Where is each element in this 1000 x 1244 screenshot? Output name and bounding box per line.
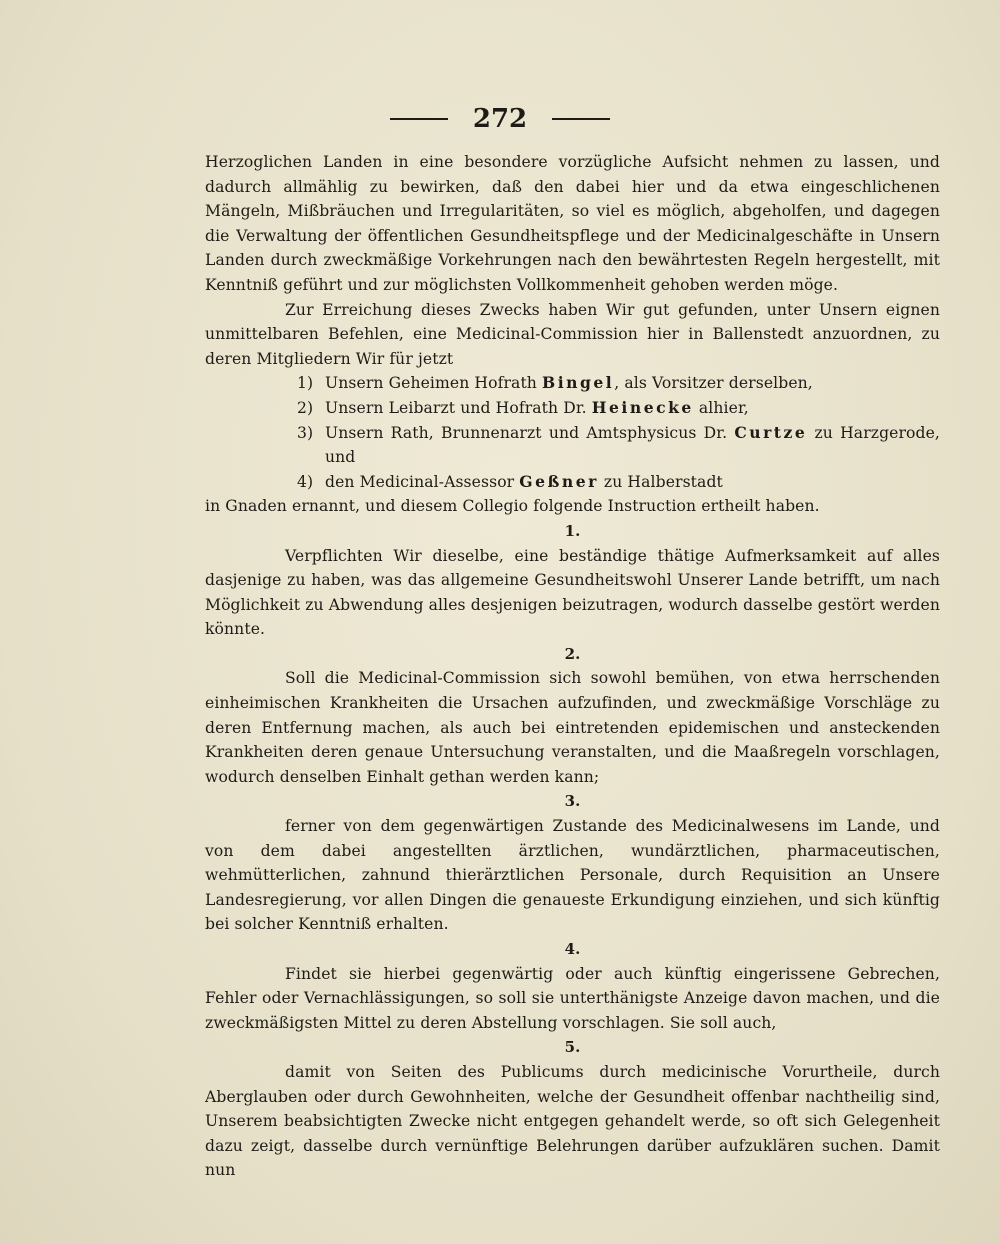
member-item: [205, 470, 940, 495]
member-number: 3): [297, 423, 314, 442]
header-rule-right: [552, 118, 610, 120]
page-header: [0, 104, 1000, 134]
member-role: , als Vorsitzer derselben,: [614, 374, 813, 393]
member-item: [205, 421, 940, 470]
section-text: damit von Seiten des Publicums durch medicinische Vorurtheile, durch Aberglauben oder durch Gewohnheiten, welche der Gesundheit offenbar nachtheilig sind, Unserem beabsichtigten Zwecke nicht entgegen gehandelt werde, so oft sich Gelegenheit dazu zeigt, dasselbe durch vernünftige Belehrungen darüber aufzuklären suchen. Damit nun: [205, 1062, 940, 1180]
section-number: 2.: [564, 644, 581, 663]
member-name: Geßner: [519, 471, 599, 491]
member-number: 2): [297, 398, 314, 417]
member-title: Unsern Leibarzt und Hofrath Dr.: [325, 398, 592, 417]
section-number: 3.: [564, 792, 581, 811]
member-number: 4): [297, 472, 314, 491]
purpose-paragraph: Zur Erreichung dieses Zwecks haben Wir gut gefunden, unter Unsern eignen unmittelbaren Befehlen, eine Medicinal-Commission hier in Ballenstedt anzuordnen, zu deren Mitgliedern Wir für jetzt: [205, 300, 940, 368]
member-role: alhier,: [693, 398, 749, 417]
body-text: [205, 150, 940, 1183]
member-name: Bingel: [542, 373, 615, 393]
section-text: Verpflichten Wir dieselbe, eine beständige thätige Aufmerksamkeit auf alles dasjenige zu haben, was das allgemeine Gesundheitswohl Unserer Lande betrifft, um nach Möglichkeit zu Abwendung alles desjenigen beizutragen, wodurch dasselbe gestört werden könnte.: [205, 546, 940, 639]
member-number: 1): [297, 374, 314, 393]
member-item: [205, 371, 940, 396]
member-name: Heinecke: [591, 397, 694, 417]
intro-paragraph: Herzoglichen Landen in eine besondere vorzügliche Aufsicht nehmen zu lassen, und dadurch allmählig zu bewirken, daß den dabei hier und da etwa eingeschlichenen Mängeln, Mißbräuchen und Irregularitäten, so viel es möglich, abgeholfen, und dagegen die Verwaltung der öffentlichen Gesundheitspflege und der Medicinalgeschäfte in Unsern Landen durch zweckmäßige Vorkehrungen nach den bewährtesten Regeln hergestellt, mit Kenntniß geführt und zur möglichsten Vollkommenheit gehoben werden möge.: [205, 153, 940, 294]
section-number: 1.: [564, 521, 581, 540]
member-role: zu Halberstadt: [598, 472, 723, 491]
page-number: 272: [472, 104, 528, 134]
appointment-line: in Gnaden ernannt, und diesem Collegio folgende Instruction ertheilt haben.: [205, 497, 820, 516]
section-text: Soll die Medicinal-Commission sich sowohl bemühen, von etwa herrschenden einheimischen Krankheiten die Ursachen aufzufinden, und zweckmäßige Vorschläge zu deren Entfernung machen, als auch bei eintretenden epidemischen und ansteckenden Krankheiten deren genaue Untersuchung veranstalten, und die Maaßregeln vorschlagen, wodurch denselben Einhalt gethan werden kann;: [205, 669, 940, 786]
section-text: ferner von dem gegenwärtigen Zustande des Medicinalwesens im Lande, und von dem dabei angestellten ärztlichen, wundärztlichen, pharmaceutischen, wehmütterlichen, zahnund thierärztlichen Personale, durch Requisition an Unsere Landesregierung, vor allen Dingen die genaueste Erkundigung einziehen, und sich künftig bei solcher Kenntniß erhalten.: [205, 817, 940, 934]
member-name: Curtze: [734, 422, 808, 442]
section-text: Findet sie hierbei gegenwärtig oder auch künftig eingerissene Gebrechen, Fehler oder Vernachlässigungen, so soll sie unterthänigste Anzeige davon machen, und die zweckmäßigsten Mittel zu deren Abstellung vorschlagen. Sie soll auch,: [205, 964, 940, 1032]
member-role: zu Harzgerode, und: [325, 423, 940, 467]
member-item: [205, 396, 940, 421]
section-number: 4.: [564, 940, 581, 958]
member-title: den Medicinal-Assessor: [325, 472, 520, 491]
section-number: 5.: [564, 1038, 581, 1057]
member-list: [205, 371, 940, 494]
member-title: Unsern Geheimen Hofrath: [325, 374, 543, 393]
header-rule-left: [390, 118, 448, 120]
member-title: Unsern Rath, Brunnenarzt und Amtsphysicus Dr.: [325, 423, 735, 442]
